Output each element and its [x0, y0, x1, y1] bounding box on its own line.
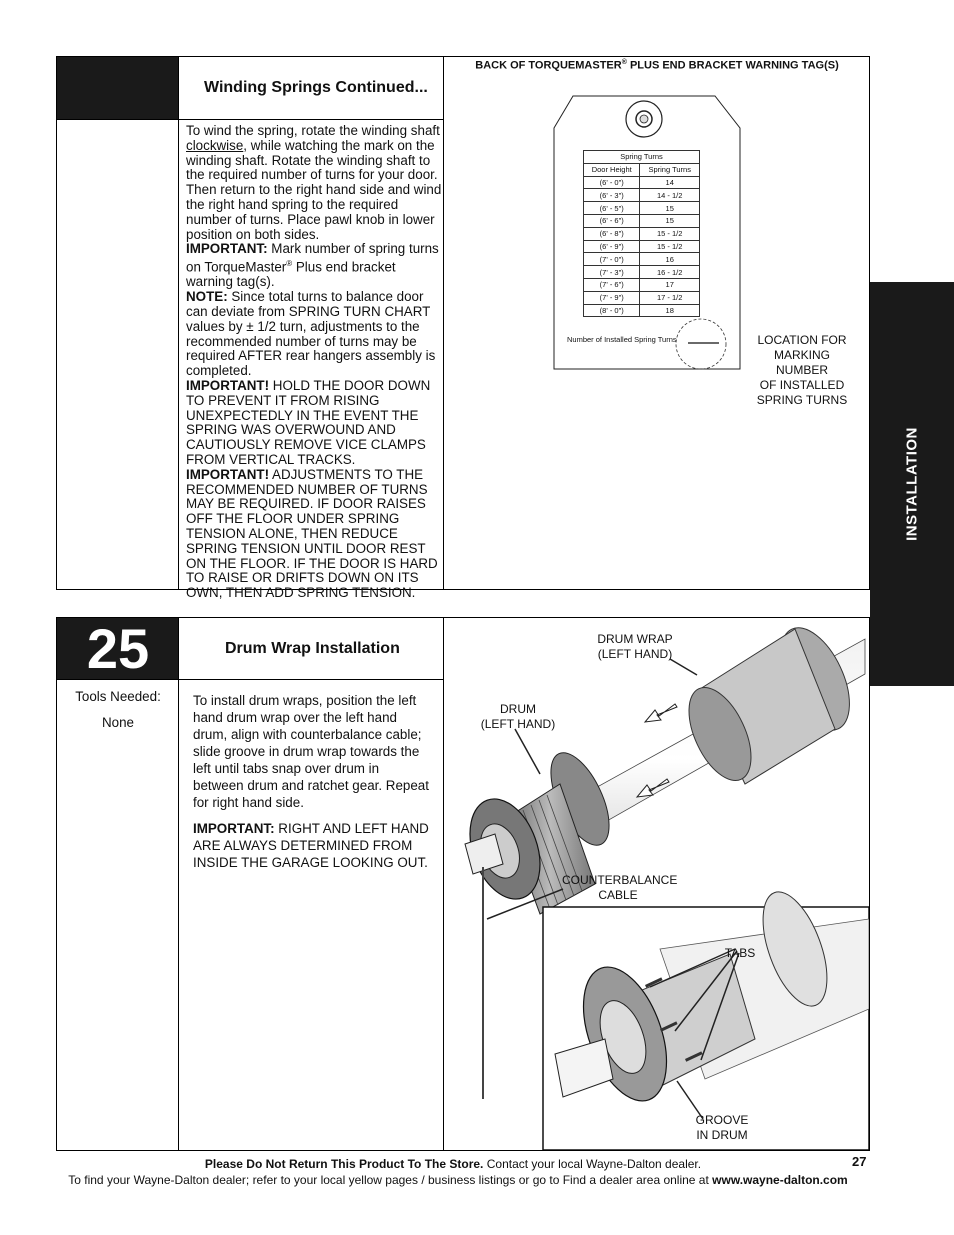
footer-bold-text: Please Do Not Return This Product To The Store. [204, 1157, 484, 1171]
divider [443, 618, 444, 1150]
location-callout [748, 333, 856, 408]
important-label: IMPORTANT: [186, 241, 268, 257]
table-row [584, 202, 700, 215]
table-row [584, 189, 700, 202]
table-cell: (6' - 6") [584, 214, 640, 227]
table-cell: 16 [640, 253, 700, 266]
table-row [584, 227, 700, 240]
divider [57, 119, 444, 120]
callout-drum-wrap [585, 632, 685, 662]
tools-needed-label: Tools Needed: [75, 689, 161, 704]
important-label: IMPORTANT! [186, 378, 270, 394]
text: PLUS END BRACKET WARNING TAG(S) [626, 59, 839, 72]
table-cell: 18 [640, 304, 700, 317]
step-number: 25 [86, 617, 150, 680]
divider [178, 57, 179, 589]
important-label: IMPORTANT: [193, 821, 275, 836]
table-cell: 14 [640, 176, 700, 189]
table-row [584, 240, 700, 253]
registered-mark: ® [621, 59, 627, 66]
callout-drum [472, 702, 564, 732]
text: , while watching the mark on the winding shaft. Rotate the winding shaft to the required number of turns for your door. Then return to the right hand side and wind the right hand spring to the required number of turns. Place pawl knob in lower position on both sides. [186, 137, 442, 242]
callout-line: SPRING TURNS [756, 393, 848, 407]
table-cell: (6' - 9") [584, 240, 640, 253]
drum-wrap-instructions [193, 692, 433, 871]
side-tab-label: INSTALLATION [903, 427, 921, 541]
table-row [584, 253, 700, 266]
table-row [584, 214, 700, 227]
table-row [584, 266, 700, 279]
table-cell: 17 - 1/2 [640, 291, 700, 304]
table-cell: (7' - 9") [584, 291, 640, 304]
table-cell: 15 - 1/2 [640, 240, 700, 253]
divider [443, 57, 444, 589]
winding-instructions [186, 124, 442, 601]
instruction-paragraph: To install drum wraps, position the left hand drum wrap over the left hand drum, align with counterbalance cable; slide groove in drum wrap towards the left until tabs snap over drum in between drum and ratchet gear. Repeat for right hand side. [193, 693, 429, 810]
callout-line: LOCATION FOR [757, 333, 847, 347]
callout-line: OF INSTALLED [759, 378, 845, 392]
website-link[interactable]: www.wayne-dalton.com [712, 1173, 848, 1187]
divider [57, 679, 444, 680]
text: HOLD THE DOOR DOWN TO PREVENT IT FROM RISING UNEXPECTEDLY IN THE EVENT THE SPRING WAS OVERWOUND AND CAUTIOUSLY REMOVE VICE CLAMPS FROM VERTICAL TRACKS. [186, 378, 431, 467]
callout-groove [686, 1113, 758, 1143]
section-title: Drum Wrap Installation [225, 640, 400, 657]
spring-turns-table [583, 150, 700, 317]
callout-counterbalance-cable [562, 873, 678, 903]
callout-line: (LEFT HAND) [597, 647, 673, 661]
table-cell: 15 [640, 214, 700, 227]
text-underlined: clockwise [186, 137, 244, 153]
callout-line: IN DRUM [696, 1128, 748, 1142]
callout-line: COUNTERBALANCE [562, 873, 678, 887]
table-cell: 15 - 1/2 [640, 227, 700, 240]
section-header-block [57, 57, 179, 120]
section-title: Winding Springs Continued... [204, 79, 428, 96]
table-cell: (7' - 6") [584, 278, 640, 291]
table-row [584, 304, 700, 317]
callout-tabs: TABS [724, 946, 756, 960]
installation-side-tab [870, 282, 954, 686]
callout-line: MARKING NUMBER [773, 348, 830, 377]
text: ADJUSTMENTS TO THE RECOMMENDED NUMBER OF TURNS MAY BE REQUIRED. IF DOOR RAISES OFF THE FLOOR UNDER SPRING TENSION ALONE, THEN REDUCE SPRING TENSION UNTIL DOOR REST ON THE FLOOR. IF THE DOOR IS HARD TO RAISE OR DRIFTS DOWN ON ITS OWN, THEN ADD SPRING TENSION. [186, 466, 438, 601]
text: Mark number of spring turns on TorqueMaster [186, 241, 439, 275]
tools-needed-value: None [101, 715, 134, 730]
note-label: NOTE: [186, 289, 228, 305]
page-number: 27 [852, 1154, 867, 1169]
footer-line-2 [30, 1173, 886, 1187]
table-cell: (6' - 3") [584, 189, 640, 202]
footer-text: Contact your local Wayne-Dalton dealer. [483, 1157, 702, 1171]
table-cell: 17 [640, 278, 700, 291]
important-note [193, 820, 433, 871]
table-cell: (6' - 5") [584, 202, 640, 215]
table-row [584, 291, 700, 304]
table-cell: 16 - 1/2 [640, 266, 700, 279]
column-header: Door Height [584, 163, 640, 176]
table-row [584, 278, 700, 291]
important-label: IMPORTANT! [186, 466, 270, 482]
footer-text: To find your Wayne-Dalton dealer; refer to your local yellow pages / business listings or go to Find a dealer area online at [68, 1173, 713, 1187]
installed-turns-label: Number of Installed Spring Turns [567, 335, 677, 344]
table-cell: (7' - 0") [584, 253, 640, 266]
table-cell: 14 - 1/2 [640, 189, 700, 202]
table-cell: 15 [640, 202, 700, 215]
registered-mark: ® [286, 259, 293, 269]
table-cell: (6' - 8") [584, 227, 640, 240]
callout-line: GROOVE [695, 1113, 749, 1127]
text: Since total turns to balance door can deviate from SPRING TURN CHART values by ± 1/2 turn, adjustments to the recommended number of turns may be required AFTER rear hangers assembly is completed. [186, 289, 436, 379]
text: BACK OF TORQUEMASTER [475, 59, 622, 72]
callout-line: CABLE [598, 888, 638, 902]
column-header: Spring Turns [640, 163, 700, 176]
table-cell: (8' - 0") [584, 304, 640, 317]
callout-line: DRUM WRAP [597, 632, 673, 646]
table-cell: (7' - 3") [584, 266, 640, 279]
callout-line: DRUM [500, 702, 536, 716]
text: Plus end bracket warning tag(s). [186, 259, 396, 290]
callout-line: (LEFT HAND) [480, 717, 556, 731]
table-title: Spring Turns [584, 151, 700, 164]
table-cell: (6' - 0") [584, 176, 640, 189]
figure-title [444, 59, 870, 72]
text: To wind the spring, rotate the winding shaft [186, 123, 440, 138]
text: RIGHT AND LEFT HAND ARE ALWAYS DETERMINED FROM INSIDE THE GARAGE LOOKING OUT. [193, 821, 429, 870]
table-row [584, 176, 700, 189]
footer-line-1 [56, 1157, 850, 1171]
